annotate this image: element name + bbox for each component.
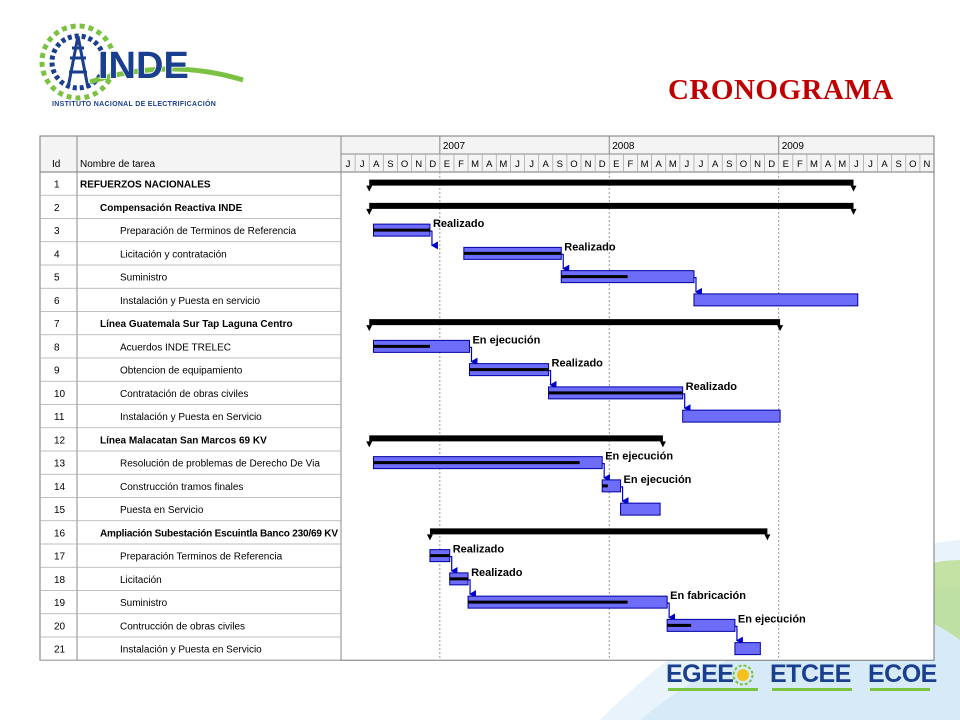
status-label: En ejecución bbox=[472, 334, 541, 347]
task-name: Licitación y contratación bbox=[120, 249, 227, 261]
month-label: S bbox=[556, 159, 564, 170]
month-label: A bbox=[655, 159, 662, 170]
month-label: F bbox=[458, 159, 464, 170]
task-name: Construcción tramos finales bbox=[120, 481, 244, 493]
month-label: E bbox=[613, 159, 620, 170]
task-name: Resolución de problemas de Derecho De Via bbox=[120, 458, 320, 470]
year-label: 2007 bbox=[442, 141, 466, 152]
org-full-name: INSTITUTO NACIONAL DE ELECTRIFICACIÓN bbox=[52, 101, 217, 108]
task-id: 11 bbox=[54, 412, 65, 424]
task-bar bbox=[694, 294, 858, 306]
task-bar bbox=[621, 503, 661, 515]
task-id: 7 bbox=[54, 319, 60, 331]
year-label: 2009 bbox=[781, 141, 804, 152]
sun-icon bbox=[732, 664, 754, 686]
task-bar bbox=[735, 643, 760, 655]
status-label: En fabricación bbox=[670, 590, 746, 603]
task-name: Ampliación Subestación Escuintla Banco 230/69 KV bbox=[100, 528, 338, 540]
task-id: 13 bbox=[54, 458, 66, 470]
progress-bar bbox=[450, 577, 468, 580]
ecoe-underline bbox=[870, 688, 930, 691]
task-id: 8 bbox=[54, 342, 60, 354]
month-label: F bbox=[627, 159, 634, 170]
status-label: Realizado bbox=[432, 218, 485, 231]
month-label: A bbox=[881, 159, 888, 170]
task-id: 10 bbox=[54, 388, 66, 400]
task-id: 6 bbox=[54, 295, 60, 307]
task-name: Línea Guatemala Sur Tap Laguna Centro bbox=[100, 319, 293, 331]
year-label: 2008 bbox=[612, 141, 635, 152]
progress-bar bbox=[464, 252, 561, 255]
month-label: A bbox=[824, 159, 832, 170]
progress-bar bbox=[430, 554, 450, 557]
status-label: Realizado bbox=[685, 380, 738, 393]
month-label: D bbox=[768, 159, 776, 170]
etcee-underline bbox=[772, 688, 852, 691]
month-label: N bbox=[415, 159, 423, 170]
month-label: J bbox=[345, 159, 351, 170]
task-id: 19 bbox=[54, 598, 66, 610]
task-name: Instalación y Puesta en Servicio bbox=[120, 412, 262, 424]
progress-bar bbox=[373, 229, 429, 232]
task-id: 2 bbox=[54, 202, 60, 214]
month-label: A bbox=[486, 159, 493, 170]
task-name: Licitación bbox=[120, 574, 162, 586]
task-name: Preparación de Terminos de Referencia bbox=[120, 226, 297, 238]
month-label: S bbox=[387, 159, 394, 170]
org-name: INDE bbox=[98, 45, 189, 87]
egee-logo: EGEE bbox=[666, 660, 734, 688]
task-id: 17 bbox=[54, 551, 66, 563]
month-label: A bbox=[542, 159, 549, 170]
task-name: Suministro bbox=[120, 272, 168, 284]
month-label: F bbox=[796, 159, 803, 170]
task-id: 15 bbox=[54, 505, 66, 517]
status-label: Realizado bbox=[564, 241, 616, 254]
task-id: 3 bbox=[54, 226, 60, 238]
progress-bar bbox=[602, 484, 608, 487]
month-label: A bbox=[711, 159, 719, 170]
task-name: Acuerdos INDE TRELEC bbox=[120, 342, 231, 354]
progress-bar bbox=[549, 391, 683, 394]
month-label: J bbox=[359, 159, 365, 170]
task-id: 18 bbox=[54, 574, 66, 586]
page-title: CRONOGRAMA bbox=[668, 74, 894, 106]
status-label: Realizado bbox=[471, 566, 523, 579]
status-label: En ejecución bbox=[623, 473, 692, 486]
month-label: S bbox=[726, 159, 733, 170]
status-label: En ejecución bbox=[737, 613, 806, 626]
task-name: Instalación y Puesta en servicio bbox=[120, 295, 261, 307]
month-label: J bbox=[868, 159, 873, 170]
month-label: M bbox=[471, 159, 480, 170]
month-label: M bbox=[668, 159, 677, 170]
task-name: Puesta en Servicio bbox=[120, 505, 204, 517]
summary-bar bbox=[430, 528, 767, 534]
etcee-logo: ETCEE bbox=[770, 660, 851, 688]
progress-bar bbox=[373, 345, 429, 348]
task-name: Obtencion de equipamiento bbox=[120, 365, 243, 377]
month-label: N bbox=[584, 159, 592, 170]
month-label: D bbox=[598, 159, 606, 170]
month-label: M bbox=[810, 159, 818, 170]
month-label: O bbox=[400, 159, 409, 170]
task-id: 12 bbox=[54, 435, 66, 447]
task-bar bbox=[683, 410, 780, 422]
month-label: M bbox=[838, 159, 847, 170]
task-id: 20 bbox=[54, 621, 66, 633]
summary-bar bbox=[369, 319, 780, 325]
status-label: En ejecución bbox=[605, 450, 674, 463]
month-label: A bbox=[373, 159, 380, 170]
month-label: M bbox=[640, 159, 649, 170]
task-name: Contrucción de obras civiles bbox=[120, 621, 246, 633]
month-label: J bbox=[684, 159, 690, 170]
summary-bar bbox=[369, 435, 663, 441]
status-label: Realizado bbox=[452, 543, 505, 556]
month-label: O bbox=[909, 159, 917, 170]
month-label: J bbox=[698, 159, 704, 170]
status-label: Realizado bbox=[551, 357, 603, 370]
column-header-name: Nombre de tarea bbox=[80, 159, 156, 170]
month-label: J bbox=[515, 159, 520, 170]
task-id: 21 bbox=[54, 644, 66, 656]
month-label: N bbox=[923, 159, 931, 170]
month-label: M bbox=[499, 159, 508, 170]
progress-bar bbox=[468, 601, 628, 604]
task-id: 4 bbox=[54, 249, 60, 261]
month-label: J bbox=[853, 159, 859, 170]
progress-bar bbox=[667, 624, 691, 627]
task-id: 9 bbox=[54, 365, 60, 377]
month-label: E bbox=[782, 159, 789, 170]
task-name: Preparación Terminos de Referencia bbox=[120, 551, 283, 563]
ecoe-logo: ECOE bbox=[868, 660, 937, 688]
egee-underline bbox=[668, 688, 758, 691]
task-id: 16 bbox=[54, 528, 66, 540]
summary-bar bbox=[369, 180, 853, 186]
task-name: REFUERZOS NACIONALES bbox=[80, 179, 211, 191]
task-name: Línea Malacatan San Marcos 69 KV bbox=[100, 435, 267, 447]
month-label: O bbox=[570, 159, 578, 170]
task-name: Contratación de obras civiles bbox=[120, 388, 249, 400]
month-label: N bbox=[754, 159, 761, 170]
progress-bar bbox=[561, 275, 627, 278]
task-name: Compensación Reactiva INDE bbox=[100, 202, 243, 214]
month-label: E bbox=[443, 159, 451, 170]
task-id: 14 bbox=[54, 481, 66, 493]
month-label: O bbox=[739, 159, 748, 170]
task-name: Suministro bbox=[120, 598, 168, 610]
summary-bar bbox=[369, 203, 853, 209]
task-name: Instalación y Puesta en Servicio bbox=[120, 644, 262, 656]
task-id: 5 bbox=[54, 272, 60, 284]
footer-logos bbox=[660, 660, 950, 700]
month-label: D bbox=[429, 159, 437, 170]
progress-bar bbox=[373, 461, 579, 464]
month-label: S bbox=[895, 159, 902, 170]
task-id: 1 bbox=[54, 179, 60, 191]
progress-bar bbox=[469, 368, 548, 371]
column-header-id: Id bbox=[52, 159, 61, 170]
month-label: J bbox=[529, 159, 534, 170]
